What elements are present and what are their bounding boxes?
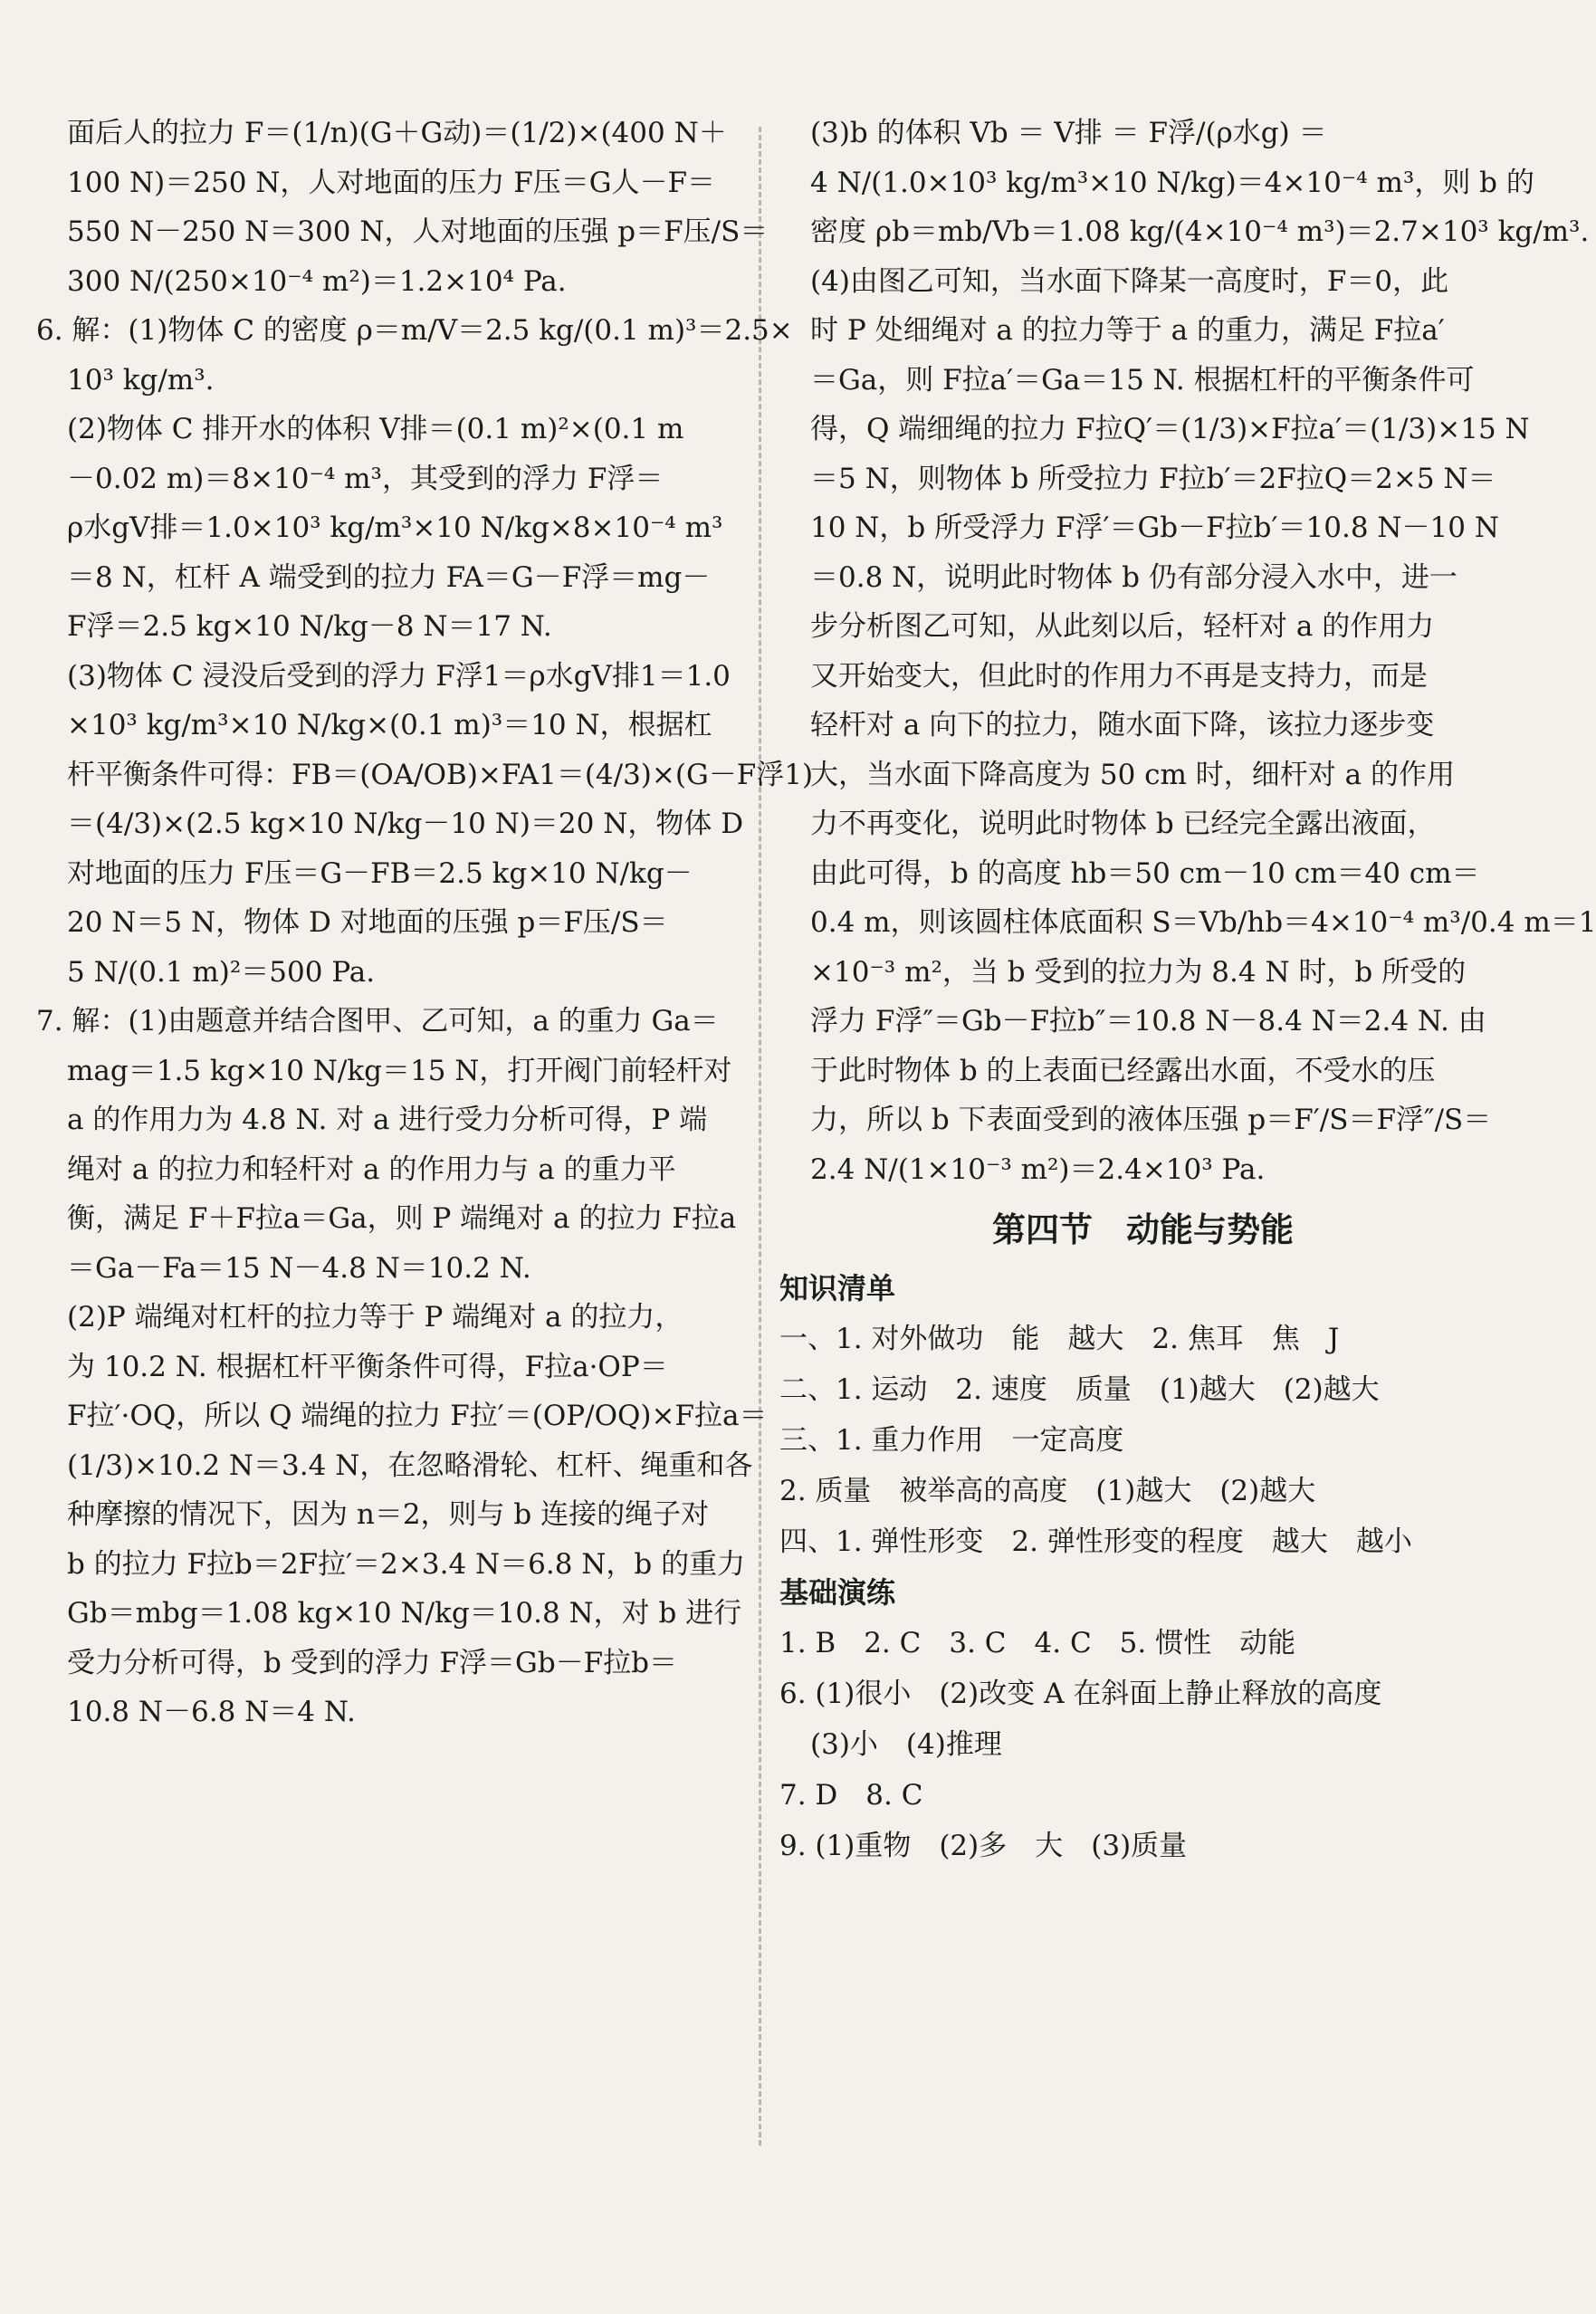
text-line: ＝Ga，则 F拉a′＝Ga＝15 N. 根据杠杆的平衡条件可 [810,363,1475,397]
problem-6-start: 6. 解：(1)物体 C 的密度 ρ＝m/V＝2.5 kg/(0.1 m)³＝2.5× [36,314,793,347]
text-line: 20 N＝5 N，物体 D 对地面的压强 p＝F压/S＝ [67,906,668,939]
text-line: ×10⁻³ m²，当 b 受到的拉力为 8.4 N 时，b 所受的 [810,955,1467,989]
knowledge-heading: 知识清单 [779,1271,896,1305]
text-line: 步分析图乙可知，从此刻以后，轻杆对 a 的作用力 [810,610,1435,643]
text-line: 大，当水面下降高度为 50 cm 时，细杆对 a 的作用 [810,758,1455,791]
text-line: 于此时物体 b 的上表面已经露出水面，不受水的压 [810,1054,1436,1087]
text-line: 时 P 处细绳对 a 的拉力等于 a 的重力，满足 F拉a′ [810,314,1445,347]
text-line: 4 N/(1.0×10³ kg/m³×10 N/kg)＝4×10⁻⁴ m³，则 b 的 [810,166,1534,199]
text-line: 为 10.2 N. 根据杠杆平衡条件可得，F拉a·OP＝ [67,1350,668,1383]
text-line: 杆平衡条件可得：FB＝(OA/OB)×FA1＝(4/3)×(G－F浮1) [67,758,814,791]
section-title: 第四节 动能与势能 [992,1210,1294,1249]
text-line: 绳对 a 的拉力和轻杆对 a 的作用力与 a 的重力平 [67,1152,676,1186]
column-divider [759,127,761,2146]
text-line: 10.8 N－6.8 N＝4 N. [67,1696,356,1728]
answer-item: (3)小 (4)推理 [810,1728,1002,1761]
text-line: Gb＝mbg＝1.08 kg×10 N/kg＝10.8 N，对 b 进行 [67,1597,742,1630]
answer-item: 6. (1)很小 (2)改变 A 在斜面上静止释放的高度 [779,1678,1382,1710]
right-column [779,109,1596,1871]
text-line: ＝Ga－Fa＝15 N－4.8 N＝10.2 N. [67,1251,531,1285]
text-line: 力，所以 b 下表面受到的液体压强 p＝F′/S＝F浮″/S＝ [810,1104,1492,1136]
text-line: 由此可得，b 的高度 hb＝50 cm－10 cm＝40 cm＝ [810,856,1480,890]
knowledge-item: 2. 质量 被举高的高度 (1)越大 (2)越大 [779,1475,1316,1507]
answer-item: 7. D 8. C [779,1779,923,1812]
text-line: (4)由图乙可知，当水面下降某一高度时，F＝0，此 [810,264,1449,298]
text-line: (3)物体 C 浸没后受到的浮力 F浮1＝ρ水gV排1＝1.0 [67,659,731,693]
text-line: 种摩擦的情况下，因为 n＝2，则与 b 连接的绳子对 [67,1498,710,1531]
knowledge-item: 四、1. 弹性形变 2. 弹性形变的程度 越大 越小 [779,1525,1412,1558]
text-line: 10 N，b 所受浮力 F浮′＝Gb－F拉b′＝10.8 N－10 N [810,512,1499,544]
text-line: (3)b 的体积 Vb ＝ V排 ＝ F浮/(ρ水g) ＝ [810,117,1327,149]
text-line: 300 N/(250×10⁻⁴ m²)＝1.2×10⁴ Pa. [67,264,567,298]
text-line: 衡，满足 F＋F拉a＝Ga，则 P 端绳对 a 的拉力 F拉a [67,1202,737,1235]
text-line: (2)P 端绳对杠杆的拉力等于 P 端绳对 a 的拉力， [67,1301,683,1334]
text-line: 轻杆对 a 向下的拉力，随水面下降，该拉力逐步变 [810,709,1435,741]
text-line: 2.4 N/(1×10⁻³ m²)＝2.4×10³ Pa. [810,1152,1266,1186]
text-line: (1/3)×10.2 N＝3.4 N，在忽略滑轮、杠杆、绳重和各 [67,1449,753,1482]
text-line: 密度 ρb＝mb/Vb＝1.08 kg/(4×10⁻⁴ m³)＝2.7×10³ kg/m³. [810,215,1590,248]
text-line: 浮力 F浮″＝Gb－F拉b″＝10.8 N－8.4 N＝2.4 N. 由 [810,1005,1486,1037]
text-line: 0.4 m，则该圆柱体底面积 S＝Vb/hb＝4×10⁻⁴ m³/0.4 m＝1 [810,906,1596,939]
text-line: ＝(4/3)×(2.5 kg×10 N/kg－10 N)＝20 N，物体 D [67,808,744,840]
text-line: 得，Q 端细绳的拉力 F拉Q′＝(1/3)×F拉a′＝(1/3)×15 N [810,413,1530,445]
text-line: 10³ kg/m³. [67,363,215,397]
left-column [36,109,814,1737]
text-line: ρ水gV排＝1.0×10³ kg/m³×10 N/kg×8×10⁻⁴ m³ [67,512,723,544]
text-line: 力不再变化，说明此时物体 b 已经完全露出液面， [810,808,1436,840]
text-line: mag＝1.5 kg×10 N/kg＝15 N，打开阀门前轻杆对 [67,1054,732,1087]
basic-heading: 基础演练 [779,1575,896,1610]
answer-item: 1. B 2. C 3. C 4. C 5. 惯性 动能 [779,1627,1296,1659]
problem-7-start: 7. 解：(1)由题意并结合图甲、乙可知，a 的重力 Ga＝ [36,1005,719,1037]
text-line: F拉′·OQ，所以 Q 端绳的拉力 F拉′＝(OP/OQ)×F拉a＝ [67,1400,768,1432]
text-line: F浮＝2.5 kg×10 N/kg－8 N＝17 N. [67,610,552,643]
text-line: ＝5 N，则物体 b 所受拉力 F拉b′＝2F拉Q＝2×5 N＝ [810,462,1496,495]
text-line: ×10³ kg/m³×10 N/kg×(0.1 m)³＝10 N，根据杠 [67,709,712,741]
text-line: 对地面的压力 F压＝G－FB＝2.5 kg×10 N/kg－ [67,856,693,890]
text-line: 100 N)＝250 N，人对地面的压力 F压＝G人－F＝ [67,166,716,199]
text-line: 面后人的拉力 F＝(1/n)(G＋G动)＝(1/2)×(400 N＋ [67,117,727,149]
text-line: ＝0.8 N，说明此时物体 b 仍有部分浸入水中，进一 [810,560,1457,594]
knowledge-item: 二、1. 运动 2. 速度 质量 (1)越大 (2)越大 [779,1373,1380,1406]
knowledge-item: 一、1. 对外做功 能 越大 2. 焦耳 焦 J [779,1323,1340,1355]
answer-item: 9. (1)重物 (2)多 大 (3)质量 [779,1830,1188,1862]
text-line: 又开始变大，但此时的作用力不再是支持力，而是 [810,659,1428,693]
text-line: 550 N－250 N＝300 N，人对地面的压强 p＝F压/S＝ [67,215,769,248]
text-line: b 的拉力 F拉b＝2F拉′＝2×3.4 N＝6.8 N，b 的重力 [67,1547,746,1581]
text-line: －0.02 m)＝8×10⁻⁴ m³，其受到的浮力 F浮＝ [67,462,664,495]
text-line: 受力分析可得，b 受到的浮力 F浮＝Gb－F拉b＝ [67,1646,678,1679]
text-line: (2)物体 C 排开水的体积 V排＝(0.1 m)²×(0.1 m [67,413,684,445]
text-line: 5 N/(0.1 m)²＝500 Pa. [67,955,376,989]
text-line: ＝8 N，杠杆 A 端受到的拉力 FA＝G－F浮＝mg－ [67,560,711,594]
text-line: a 的作用力为 4.8 N. 对 a 进行受力分析可得，P 端 [67,1104,708,1136]
knowledge-item: 三、1. 重力作用 一定高度 [779,1424,1124,1457]
